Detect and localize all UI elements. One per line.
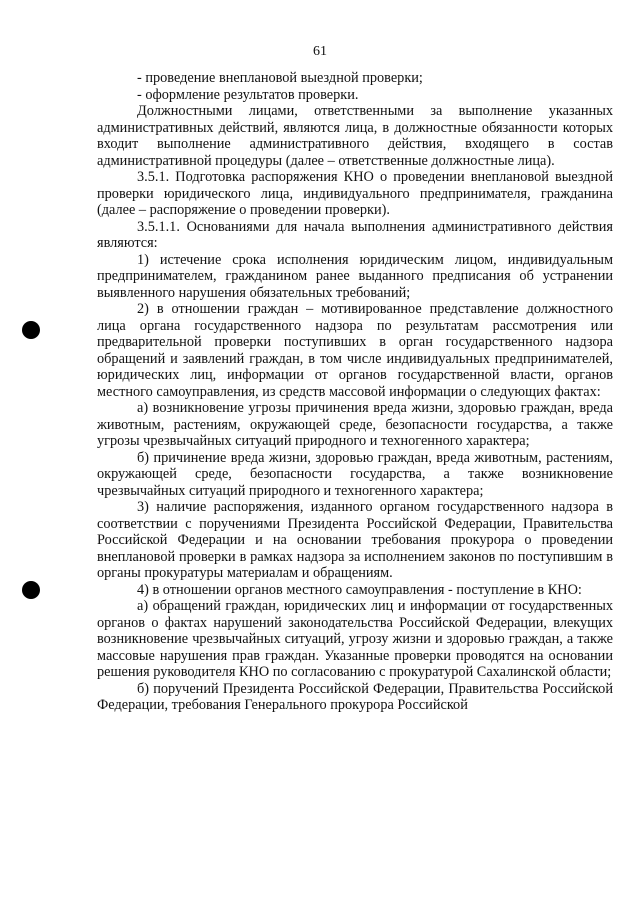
document-body [97, 70, 613, 714]
punch-hole-mark [22, 321, 40, 339]
page-number: 61 [313, 44, 327, 59]
basis-item-4: 4) в отношении органов местного самоуправления - поступление в КНО: [137, 581, 582, 598]
basis-item-4-subitem-a: а) обращений граждан, юридических лиц и информации от государственных органов о фактах нарушений законодательства Российской Федерации, влекущих возникновение чрезвычайных ситуаций, угрозу жизни и здоровью граждан, а также массовые нарушения прав граждан. Указанные проверки проводятся на основании решения руководителя КНО по согласованию с прокуратурой Сахалинской области; [97, 598, 613, 680]
list-item-results: - оформление результатов проверки. [137, 86, 359, 103]
basis-item-2: 2) в отношении граждан – мотивированное представление должностного лица органа государственного надзора по результатам рассмотрения или предварительной проверки поступивших в орган государственного надзора обращений и заявлений граждан, в том числе индивидуальных предпринимателей, юридических лиц, информации от органов государственной власти, органов местного самоуправления, из средств массовой информации о следующих фактах: [97, 301, 613, 400]
section-3-5-1-1: 3.5.1.1. Основаниями для начала выполнения административного действия являются: [97, 218, 613, 251]
paragraph-responsible-officials: Должностными лицами, ответственными за выполнение указанных административных действий, являются лица, в должностные обязанности которых входит выполнение административного действия, входящего в состав административной процедуры (далее – ответственные должностные лица). [97, 103, 613, 169]
basis-item-3: 3) наличие распоряжения, изданного органом государственного надзора в соответствии с поручениями Президента Российской Федерации, Правительства Российской Федерации и на основании требования прокурора о проведении внеплановой проверки в рамках надзора за исполнением законов по поступившим в органы прокуратуры материалам и обращениям. [97, 499, 613, 581]
basis-item-1: 1) истечение срока исполнения юридическим лицом, индивидуальным предпринимателем, гражданином ранее выданного предписания об устранении выявленного нарушения обязательных требований; [97, 251, 613, 301]
basis-subitem-a: а) возникновение угрозы причинения вреда жизни, здоровью граждан, вреда животным, растениям, окружающей среде, безопасности государства, а также угрозы чрезвычайных ситуаций природного и техногенного характера; [97, 400, 613, 449]
list-item-field-inspection: - проведение внеплановой выездной проверки; [137, 70, 423, 86]
basis-subitem-b: б) причинение вреда жизни, здоровью граждан, вреда животным, растениям, окружающей среде, безопасности государства, а также возникновение чрезвычайных ситуаций природного и техногенного характера; [97, 449, 613, 499]
basis-item-4-subitem-b: б) поручений Президента Российской Федерации, Правительства Российской Федерации, требования Генерального прокурора Российской [97, 680, 613, 713]
punch-hole-mark [22, 581, 40, 599]
section-3-5-1: 3.5.1. Подготовка распоряжения КНО о проведении внеплановой выездной проверки юридического лица, индивидуального предпринимателя, гражданина (далее – распоряжение о проведении проверки). [97, 169, 613, 218]
